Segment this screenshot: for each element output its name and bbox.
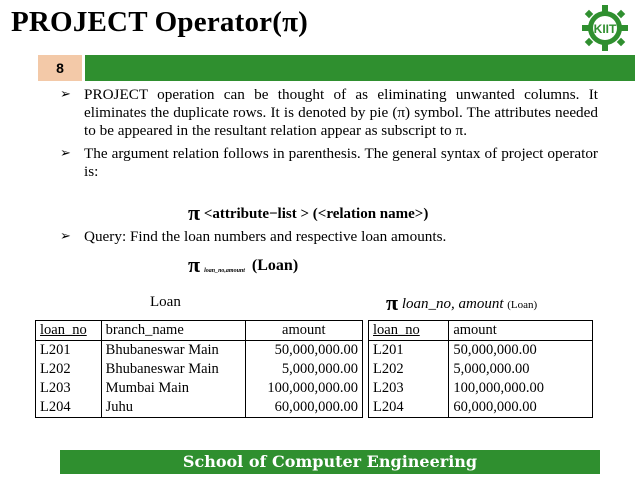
table-cell: L203 <box>40 380 71 396</box>
pi-symbol: π <box>386 290 399 315</box>
table-cell: 50,000,000.00 <box>245 341 362 361</box>
query-relation: (Loan) <box>251 257 299 274</box>
arrowhead-bullet-icon: ➢ <box>60 145 71 161</box>
table-cell: 5,000,000.00 <box>245 360 362 379</box>
table-cell: L201 <box>373 342 404 358</box>
table-cell: Mumbai Main <box>101 379 245 398</box>
query-expression <box>188 252 298 278</box>
bullet-list <box>60 228 598 250</box>
table-cell: 50,000,000.00 <box>449 341 593 361</box>
bullet-text: The argument relation follows in parenthesis. The general syntax of project operator is: <box>84 144 598 180</box>
slide-number: 8 <box>56 60 64 76</box>
syntax-expression <box>188 200 428 226</box>
table-cell: 100,000,000.00 <box>449 379 593 398</box>
kiit-gear-logo-icon <box>576 3 634 53</box>
table-row <box>369 379 593 398</box>
result-table <box>368 320 593 418</box>
loan-table-label: Loan <box>150 294 181 310</box>
header-bar <box>85 55 635 81</box>
pi-symbol: π <box>188 200 201 225</box>
table-row <box>369 360 593 379</box>
table-row <box>369 341 593 361</box>
result-relation: (Loan) <box>507 299 538 311</box>
slide-number-box <box>38 55 82 81</box>
column-header: amount <box>449 321 593 341</box>
result-table-label <box>386 290 537 316</box>
table-row <box>36 398 363 418</box>
page-title: PROJECT Operator(π) <box>11 6 309 38</box>
footer-banner: School of Computer Engineering <box>60 450 600 474</box>
table-cell: L204 <box>373 399 404 415</box>
table-cell: L202 <box>373 361 404 377</box>
table-cell: 60,000,000.00 <box>449 398 593 418</box>
column-header: loan_no <box>36 321 102 341</box>
column-header: loan_no <box>369 321 449 341</box>
table-cell: L203 <box>373 380 404 396</box>
syntax-text: <attribute−list > (<relation name>) <box>203 206 429 222</box>
pi-symbol: π <box>188 252 201 277</box>
loan-table <box>35 320 363 418</box>
logo-text: KIIT <box>593 22 617 36</box>
table-cell: 60,000,000.00 <box>245 398 362 418</box>
table-cell: Bhubaneswar Main <box>101 341 245 361</box>
bullet-item <box>60 145 598 181</box>
bullet-item <box>60 86 598 141</box>
table-cell: 100,000,000.00 <box>245 379 362 398</box>
table-cell: 5,000,000.00 <box>449 360 593 379</box>
table-row <box>369 398 593 418</box>
table-cell: L201 <box>40 342 71 358</box>
bullet-text: Query: Find the loan numbers and respective loan amounts. <box>84 228 447 245</box>
arrowhead-bullet-icon: ➢ <box>60 87 71 102</box>
table-header-row <box>369 321 593 341</box>
table-cell: Juhu <box>101 398 245 418</box>
projection-subscript: loan_no,amount <box>204 268 245 274</box>
table-cell: Bhubaneswar Main <box>101 360 245 379</box>
arrowhead-bullet-icon: ➢ <box>60 229 71 244</box>
bullet-list <box>60 86 598 185</box>
bullet-item <box>60 228 598 246</box>
table-cell: L202 <box>40 361 71 377</box>
table-row <box>36 379 363 398</box>
bullet-text: PROJECT operation can be thought of as eliminating unwanted columns. It eliminates the duplicate rows. It is denoted by pie (π) symbol. The attributes needed to be appeared in the resultant relation appear as subscript to π. <box>84 86 598 140</box>
column-header: branch_name <box>101 321 245 341</box>
table-header-row <box>36 321 363 341</box>
table-row <box>36 341 363 361</box>
result-attrs: loan_no, amount <box>401 296 504 312</box>
column-header: amount <box>245 321 362 341</box>
table-cell: L204 <box>40 399 71 415</box>
table-row <box>36 360 363 379</box>
